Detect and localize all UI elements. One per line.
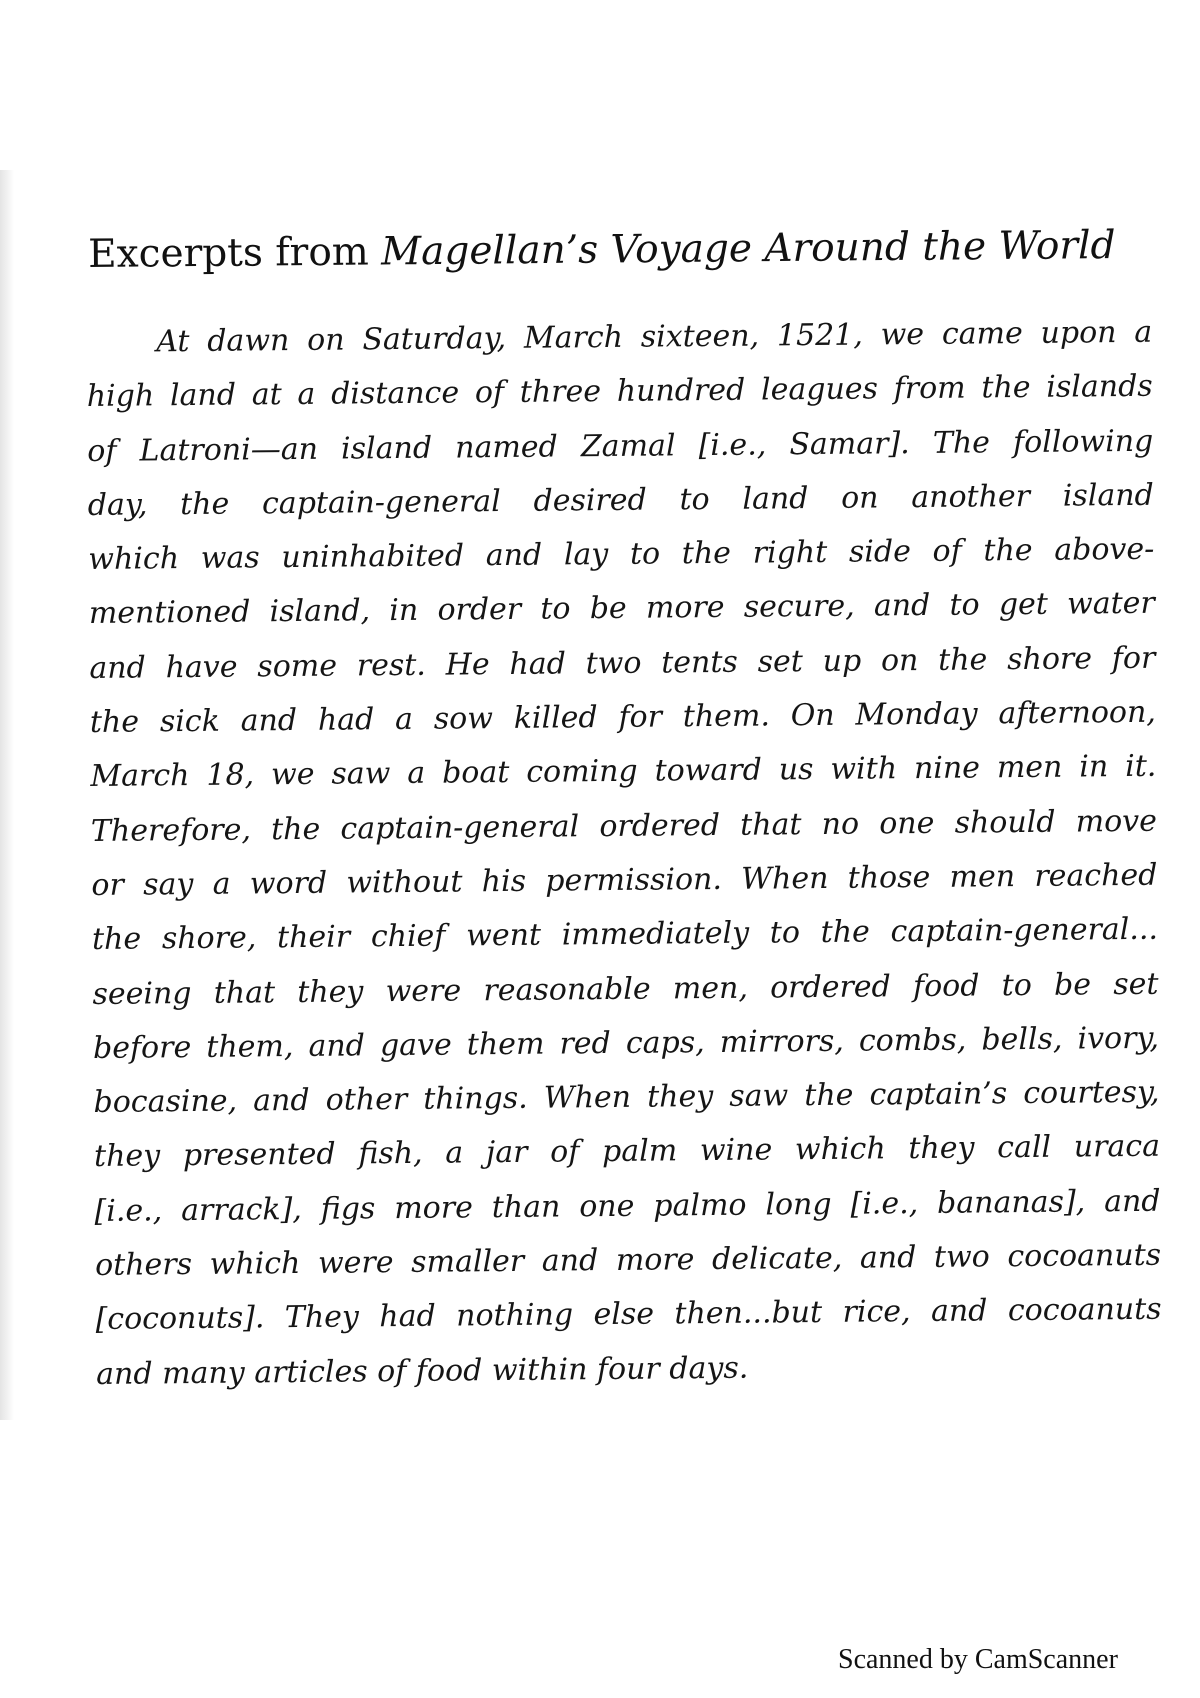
paragraph-line: Therefore, the captain-general ordered that no one should move: [90, 803, 1158, 849]
paragraph-line: bocasine, and other things. When they saw the captain’s courtesy,: [93, 1074, 1160, 1121]
paragraph-line: of Latroni—an island named Zamal [i.e., Samar]. The following: [87, 423, 1154, 469]
paragraph-line: and many articles of food within four days.: [95, 1350, 749, 1392]
excerpt-paragraph: [86, 306, 1162, 1402]
paragraph-line: mentioned island, in order to be more secure, and to get water: [88, 586, 1155, 632]
paragraph-line: the sick and had a sow killed for them. On Monday afternoon,: [89, 694, 1157, 741]
paragraph-line: and have some rest. He had two tents set up on the shore for: [89, 640, 1156, 686]
paragraph-line: March 18, we saw a boat coming toward us with nine men in it.: [90, 749, 1157, 795]
paragraph-line: day, the captain-general desired to land on another island: [87, 477, 1154, 523]
title-book-name: Magellan’s Voyage Around the World: [381, 223, 1116, 275]
page-edge-shadow: [0, 170, 14, 1420]
paragraph-line: before them, and gave them red caps, mirrors, combs, bells, ivory,: [92, 1020, 1160, 1066]
paragraph-line: or say a word without his permission. When those men reached: [91, 857, 1158, 903]
paragraph-line: [i.e., arrack], figs more than one palmo long [i.e., bananas], and: [94, 1183, 1161, 1229]
paragraph-line: which was uninhabited and lay to the right side of the above-: [88, 531, 1155, 578]
title-prefix: Excerpts from: [88, 229, 382, 277]
paragraph-line: [coconuts]. They had nothing else then...but rice, and cocoanuts: [95, 1292, 1162, 1338]
page-title: [88, 223, 1148, 277]
paragraph-line: high land at a distance of three hundred leagues from the islands: [86, 369, 1153, 415]
paragraph-line: seeing that they were reasonable men, ordered food to be set: [92, 966, 1159, 1012]
paragraph-line: they presented fish, a jar of palm wine which they call uraca: [93, 1129, 1161, 1175]
paragraph-line: the shore, their chief went immediately to the captain-general...: [91, 912, 1159, 958]
scanner-watermark: Scanned by CamScanner: [838, 1644, 1118, 1675]
paragraph-line: others which were smaller and more delicate, and two cocoanuts: [94, 1237, 1162, 1284]
paragraph-line: At dawn on Saturday, March sixteen, 1521, we came upon a: [156, 314, 1153, 360]
